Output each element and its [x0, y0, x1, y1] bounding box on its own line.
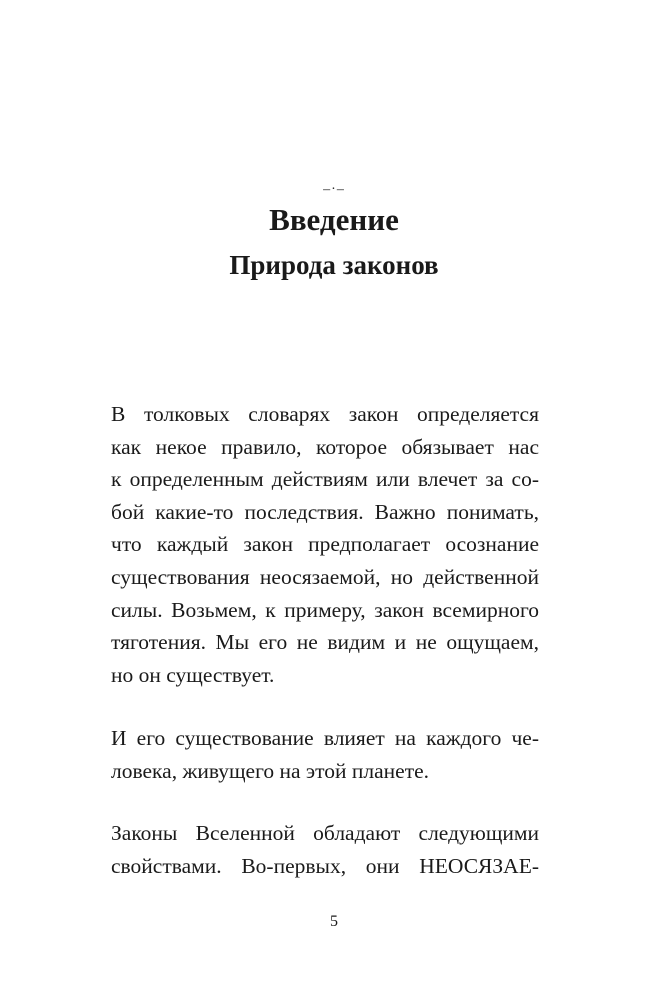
paragraph-3 — [111, 817, 539, 882]
paragraph-1 — [111, 398, 539, 691]
text-line: существования неосязаемой, но действенной — [111, 564, 539, 589]
chapter-title: Введение — [269, 202, 399, 237]
text-line: В толковых словарях закон определяется — [111, 402, 539, 426]
text-line: как некое правило, которое обязывает нас — [111, 434, 539, 459]
page-number: 5 — [330, 913, 338, 930]
chapter-subtitle: Природа законов — [229, 250, 439, 280]
text-line: бой какие-то последствия. Важно понимать, — [111, 499, 539, 524]
text-line: но он существует. — [111, 662, 275, 687]
text-line: ловека, живущего на этой планете. — [111, 758, 430, 783]
text-line: тяготения. Мы его не видим и не ощущаем, — [111, 630, 539, 655]
text-line: Законы Вселенной обладают следующими — [111, 821, 539, 845]
text-line: свойствами. Во-первых, они НЕОСЯЗАЕ- — [111, 853, 539, 878]
paragraph-2 — [111, 722, 539, 787]
chapter-ornament: –·– — [323, 182, 345, 197]
text-line: И его существование влияет на каждого че- — [111, 726, 539, 750]
text-line: что каждый закон предполагает осознание — [111, 532, 539, 557]
text-line: силы. Возьмем, к примеру, закон всемирного — [111, 597, 539, 622]
text-line: к определенным действиям или влечет за со- — [111, 467, 539, 492]
